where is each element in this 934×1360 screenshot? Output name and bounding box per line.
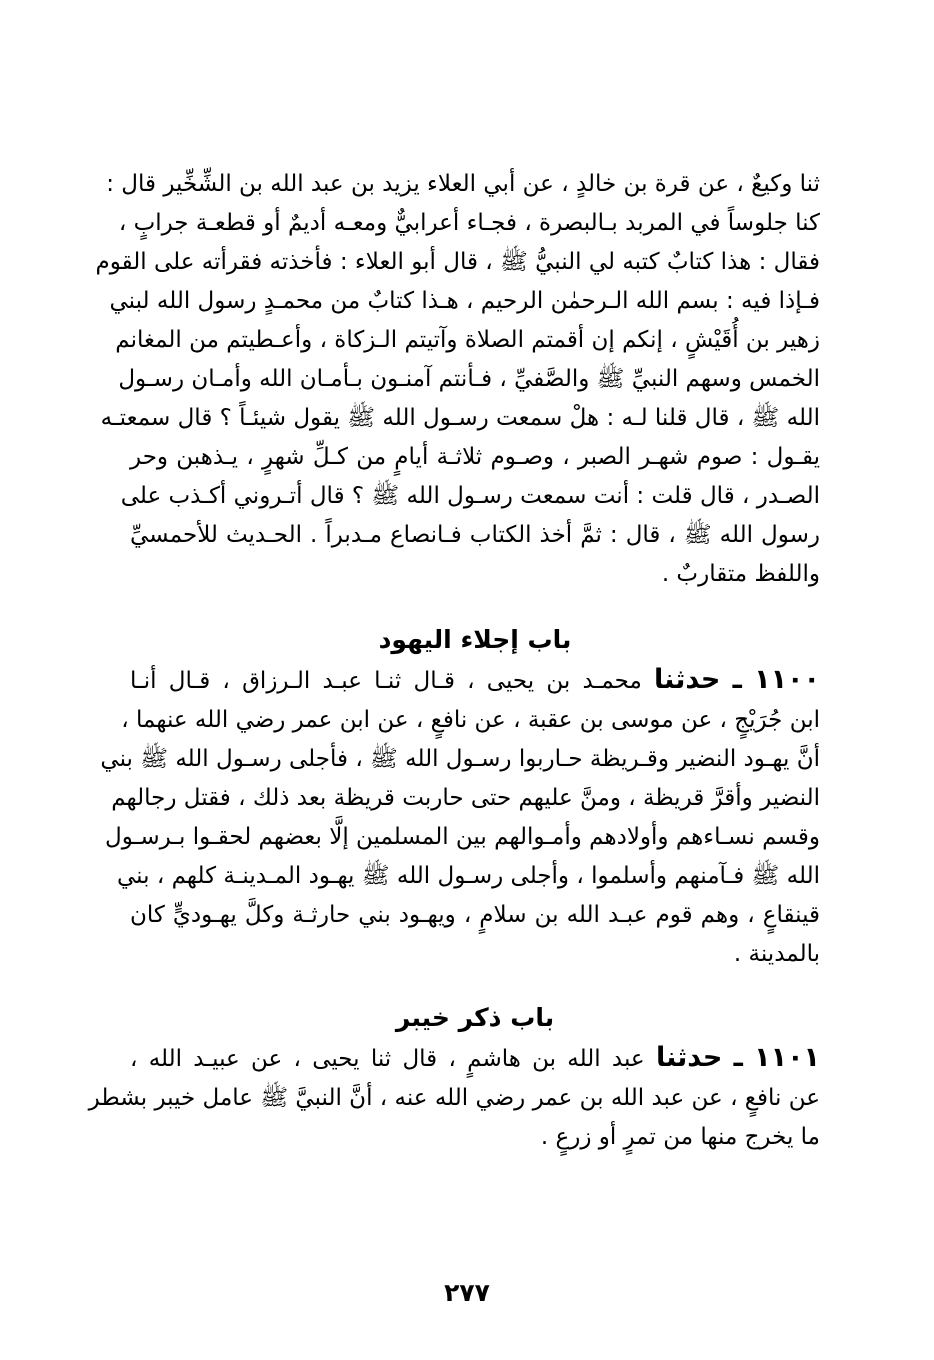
text-line: بالمدينة . — [733, 941, 820, 967]
text-line: الخمس وسهم النبيِّ ﷺ والصَّفيِّ ، فـأنتم آمنـون بـأمـان الله وأمـان رسـول — [118, 366, 820, 392]
text-line: فقال : هذا كتابٌ كتبه لي النبيُّ ﷺ ، قال أبو العلاء : فأخذته فقرأته على القوم — [95, 249, 820, 275]
hadith-1100 — [100, 660, 821, 974]
hadith-first-line-text: عبد الله بن هاشمٍ ، قال ثنا يحيى ، عن عبيـد الله ، — [130, 1046, 645, 1072]
hadith-number: ١١٠١ — [754, 1042, 821, 1073]
section-heading: باب ذكر خيبر — [395, 1003, 555, 1032]
text-line: أنَّ يهـود النضير وقـريظة حـاربوا رسـول الله ﷺ ، فأجلى رسـول الله ﷺ بني — [100, 746, 820, 772]
hadith-number: ١١٠٠ — [754, 664, 821, 695]
text-line: قينقاعٍ ، وهم قوم عبـد الله بن سلامٍ ، ويهـود بني حارثـة وكلَّ يهـوديٍّ كان — [130, 902, 820, 928]
section-heading: باب إجلاء اليهود — [378, 625, 572, 654]
text-line: ثنا وكيعٌ ، عن قرة بن خالدٍ ، عن أبي العلاء يزيد بن عبد الله بن الشِّخِّير قال : — [106, 171, 820, 197]
text-line: يقـول : صوم شهـر الصبر ، وصـوم ثلاثـة أيامٍ من كـلِّ شهرٍ ، يـذهبن وحر — [130, 444, 820, 470]
intro-paragraph — [95, 165, 820, 594]
hadith-dash: ـ — [733, 1042, 743, 1073]
text-line: عن نافعٍ ، عن عبد الله بن عمر رضي الله عنه ، أنَّ النبيَّ ﷺ عامل خيبر بشطر — [88, 1085, 820, 1111]
hadith-first-line — [130, 660, 820, 701]
text-line: وقسم نسـاءهم وأولادهم وأمـوالهم بين المسلمين إلَّا بعضهم لحقـوا بـرسـول — [105, 824, 820, 850]
text-line: الله ﷺ فـآمنهم وأسلموا ، وأجلى رسـول الله ﷺ يهـود المـدينـة كلهم ، بني — [117, 863, 820, 889]
page-body — [88, 165, 821, 1157]
spacer — [130, 594, 820, 620]
hadith-1101 — [88, 1038, 821, 1157]
text-line: رسول الله ﷺ ، قال : ثمَّ أخذ الكتاب فـانصاع مـدبراً . الحـديث للأحمسيِّ — [130, 522, 820, 548]
haddathana-word: حدثنا — [655, 1042, 723, 1073]
haddathana-word: حدثنا — [654, 664, 721, 695]
text-line: كنا جلوساً في المربد بـالبصرة ، فجـاء أعرابيٌّ ومعـه أديمٌ أو قطعـة جرابٍ ، — [118, 210, 820, 236]
text-line: زهير بن أُقَيْشٍ ، إنكم إن أقمتم الصلاة وآتيتم الـزكاة ، وأعـطيتم من المغانم — [115, 327, 820, 353]
hadith-first-line — [130, 1038, 820, 1079]
text-line: الصـدر ، قال قلت : أنت سمعت رسـول الله ﷺ ؟ قال أتـروني أكـذب على — [120, 483, 820, 509]
text-line: واللفظ متقاربٌ . — [661, 561, 820, 587]
text-line: الله ﷺ ، قال قلنا لـه : هلْ سمعت رسـول الله ﷺ يقول شيئـاً ؟ قال سمعتـه — [100, 405, 820, 431]
page-number: ٢٧٧ — [444, 1278, 490, 1307]
text-line: النضير وأقرَّ قريظة ، ومنَّ عليهم حتى حاربت قريظة بعد ذلك ، فقتل رجالهم — [111, 785, 820, 811]
hadith-dash: ـ — [732, 664, 742, 695]
text-line: فـإذا فيه : بسم الله الـرحمٰن الرحيم ، هـذا كتابٌ من محمـدٍ رسول الله لبني — [109, 288, 820, 314]
text-line: ابن جُرَيْجٍ ، عن موسى بن عقبة ، عن نافعٍ ، عن ابن عمر رضي الله عنهما ، — [121, 707, 820, 733]
spacer — [130, 974, 820, 998]
hadith-first-line-text: محمـد بن يحيى ، قـال ثنـا عبـد الـرزاق ، قـال أنـا — [130, 668, 642, 694]
text-line: ما يخرج منها من تمرٍ أو زرعٍ . — [540, 1124, 820, 1150]
